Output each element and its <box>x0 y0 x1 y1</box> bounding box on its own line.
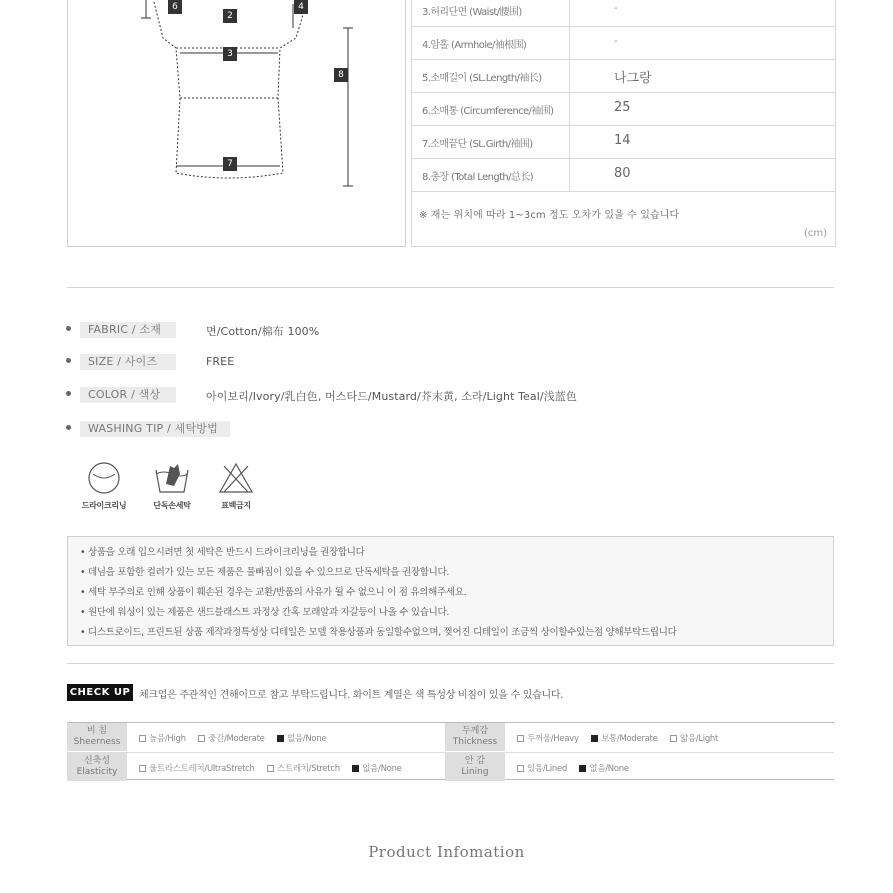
bullet-icon <box>66 425 71 430</box>
notice-line: • 디스트로이드, 프린트된 상품 제작과정특성상 디테일은 모델 착용상품과 동일할수없으며, 찢어진 디테일이 조금씩 상이할수있는점 양해부탁드립니다 <box>80 627 677 638</box>
size-row <box>412 60 835 93</box>
dry-clean-label: 드라이크리닝 <box>81 501 127 510</box>
marker-3: 3 <box>223 47 237 61</box>
lining-head <box>445 753 505 781</box>
fabric-row <box>67 723 834 752</box>
size-row-value: 80 <box>614 166 631 181</box>
section-divider <box>67 287 834 288</box>
option-light[interactable]: 얇음/Light <box>670 734 718 744</box>
marker-2: 2 <box>223 9 237 23</box>
size-row-value: 14 <box>614 133 631 148</box>
lining-options <box>517 762 639 774</box>
thickness-options <box>517 732 728 744</box>
hand-wash-label: 단독손세탁 <box>153 501 191 510</box>
option-heavy[interactable]: 두꺼움/Heavy <box>517 734 579 744</box>
size-row <box>412 0 835 27</box>
dress-outline-illustration <box>68 0 407 247</box>
size-table <box>411 0 836 247</box>
size-row <box>412 159 835 192</box>
sheerness-head <box>67 723 127 751</box>
option-stretch[interactable]: 스트레치/Stretch <box>267 764 340 774</box>
size-diagram <box>67 0 406 247</box>
notice-line: • 데님을 포함한 컬러가 있는 모든 제품은 물빠짐이 있을 수 있으므로 단독세탁을 권장합니다. <box>80 567 450 578</box>
size-row-label: 3.허리단면 (Waist/腰围) <box>422 7 522 18</box>
color-label: COLOR / 색상 <box>80 387 176 403</box>
size-label: SIZE / 사이즈 <box>80 354 176 370</box>
bullet-icon <box>66 391 71 396</box>
elasticity-en: Elasticity <box>76 767 118 777</box>
size-row-label: 6.소매통 (Circumference/袖围) <box>422 106 554 117</box>
size-row-label: 7.소매끝단 (SL.Girth/袖围) <box>422 139 533 150</box>
size-row-label: 8.총장 (Total Length/总长) <box>422 172 534 183</box>
thickness-ko: 두께감 <box>461 726 489 736</box>
thickness-head <box>445 723 505 751</box>
option-high[interactable]: 높음/High <box>139 734 186 744</box>
product-information-title: Product Infomation <box>368 843 525 861</box>
bullet-icon <box>66 358 71 363</box>
dry-clean-icon <box>78 460 130 511</box>
lining-en: Lining <box>461 767 489 777</box>
option-lined[interactable]: 있음/Lined <box>517 764 567 774</box>
size-row-value: 나그랑 <box>614 71 652 86</box>
option-none[interactable]: 없음/None <box>277 734 326 744</box>
checkup-text: 체크업은 주관적인 견해이므로 참고 부탁드립니다. 화이트 계열은 색 특성상 비침이 있을 수 있습니다. <box>139 690 564 701</box>
checkup-badge: CHECK UP <box>67 684 133 701</box>
size-row-label: 4.암홀 (Armhole/袖根围) <box>422 40 527 51</box>
option-ultrastretch[interactable]: 울트라스트레치/UltraStretch <box>139 764 255 774</box>
lining-ko: 안 감 <box>464 756 486 766</box>
marker-6: 6 <box>168 0 182 14</box>
no-bleach-label: 표백금지 <box>221 501 251 510</box>
notice-line: • 세탁 부주의로 인해 상품이 훼손된 경우는 교환/반품의 사유가 될 수 없으니 이 점 유의해주세요. <box>80 587 467 598</box>
size-row-label: 5.소매길이 (SL.Length/袖长) <box>422 73 542 84</box>
sheerness-options <box>139 732 336 744</box>
option-none[interactable]: 없음/None <box>352 764 401 774</box>
size-value: FREE <box>206 355 235 368</box>
marker-8: 8 <box>334 68 348 82</box>
care-notice-box <box>67 536 834 646</box>
elasticity-ko: 신축성 <box>83 756 111 766</box>
hand-wash-icon <box>146 460 198 511</box>
color-value: 아이보리/Ivory/乳白色, 머스타드/Mustard/芥末黄, 소라/Light Teal/浅蓝色 <box>206 390 578 403</box>
section-divider <box>67 663 834 664</box>
size-note: ※ 재는 위치에 따라 1~3cm 정도 오차가 있을 수 있습니다 <box>419 210 680 221</box>
option-none[interactable]: 없음/None <box>579 764 628 774</box>
elasticity-head <box>67 753 127 781</box>
marker-7: 7 <box>223 157 237 171</box>
fabric-properties-table <box>67 722 834 780</box>
size-row <box>412 93 835 126</box>
bullet-icon <box>66 326 71 331</box>
sheerness-ko: 비 침 <box>86 726 108 736</box>
size-row-value: 25 <box>614 100 631 115</box>
notice-line: • 상품을 오래 입으시려면 첫 세탁은 반드시 드라이크리닝을 권장합니다 <box>80 547 365 558</box>
fabric-label: FABRIC / 소재 <box>80 322 176 338</box>
size-row <box>412 27 835 60</box>
thickness-en: Thickness <box>452 737 498 747</box>
marker-4: 4 <box>294 0 308 14</box>
size-row-value: - <box>614 3 618 14</box>
option-moderate[interactable]: 보통/Moderate <box>591 734 657 744</box>
fabric-value: 면/Cotton/棉布 100% <box>206 325 320 338</box>
elasticity-options <box>139 762 412 774</box>
sheerness-en: Sheerness <box>73 737 121 747</box>
washing-label: WASHING TIP / 세탁방법 <box>80 421 230 437</box>
size-row <box>412 126 835 159</box>
option-moderate[interactable]: 중간/Moderate <box>198 734 264 744</box>
no-bleach-icon <box>210 460 262 511</box>
size-unit: (cm) <box>803 228 827 239</box>
size-row-value: - <box>614 36 618 47</box>
fabric-row <box>67 752 834 781</box>
notice-line: • 원단에 워싱이 있는 제품은 샌드블래스트 과정상 간혹 모래알과 자갈등이 나올 수 있습니다. <box>80 607 450 618</box>
